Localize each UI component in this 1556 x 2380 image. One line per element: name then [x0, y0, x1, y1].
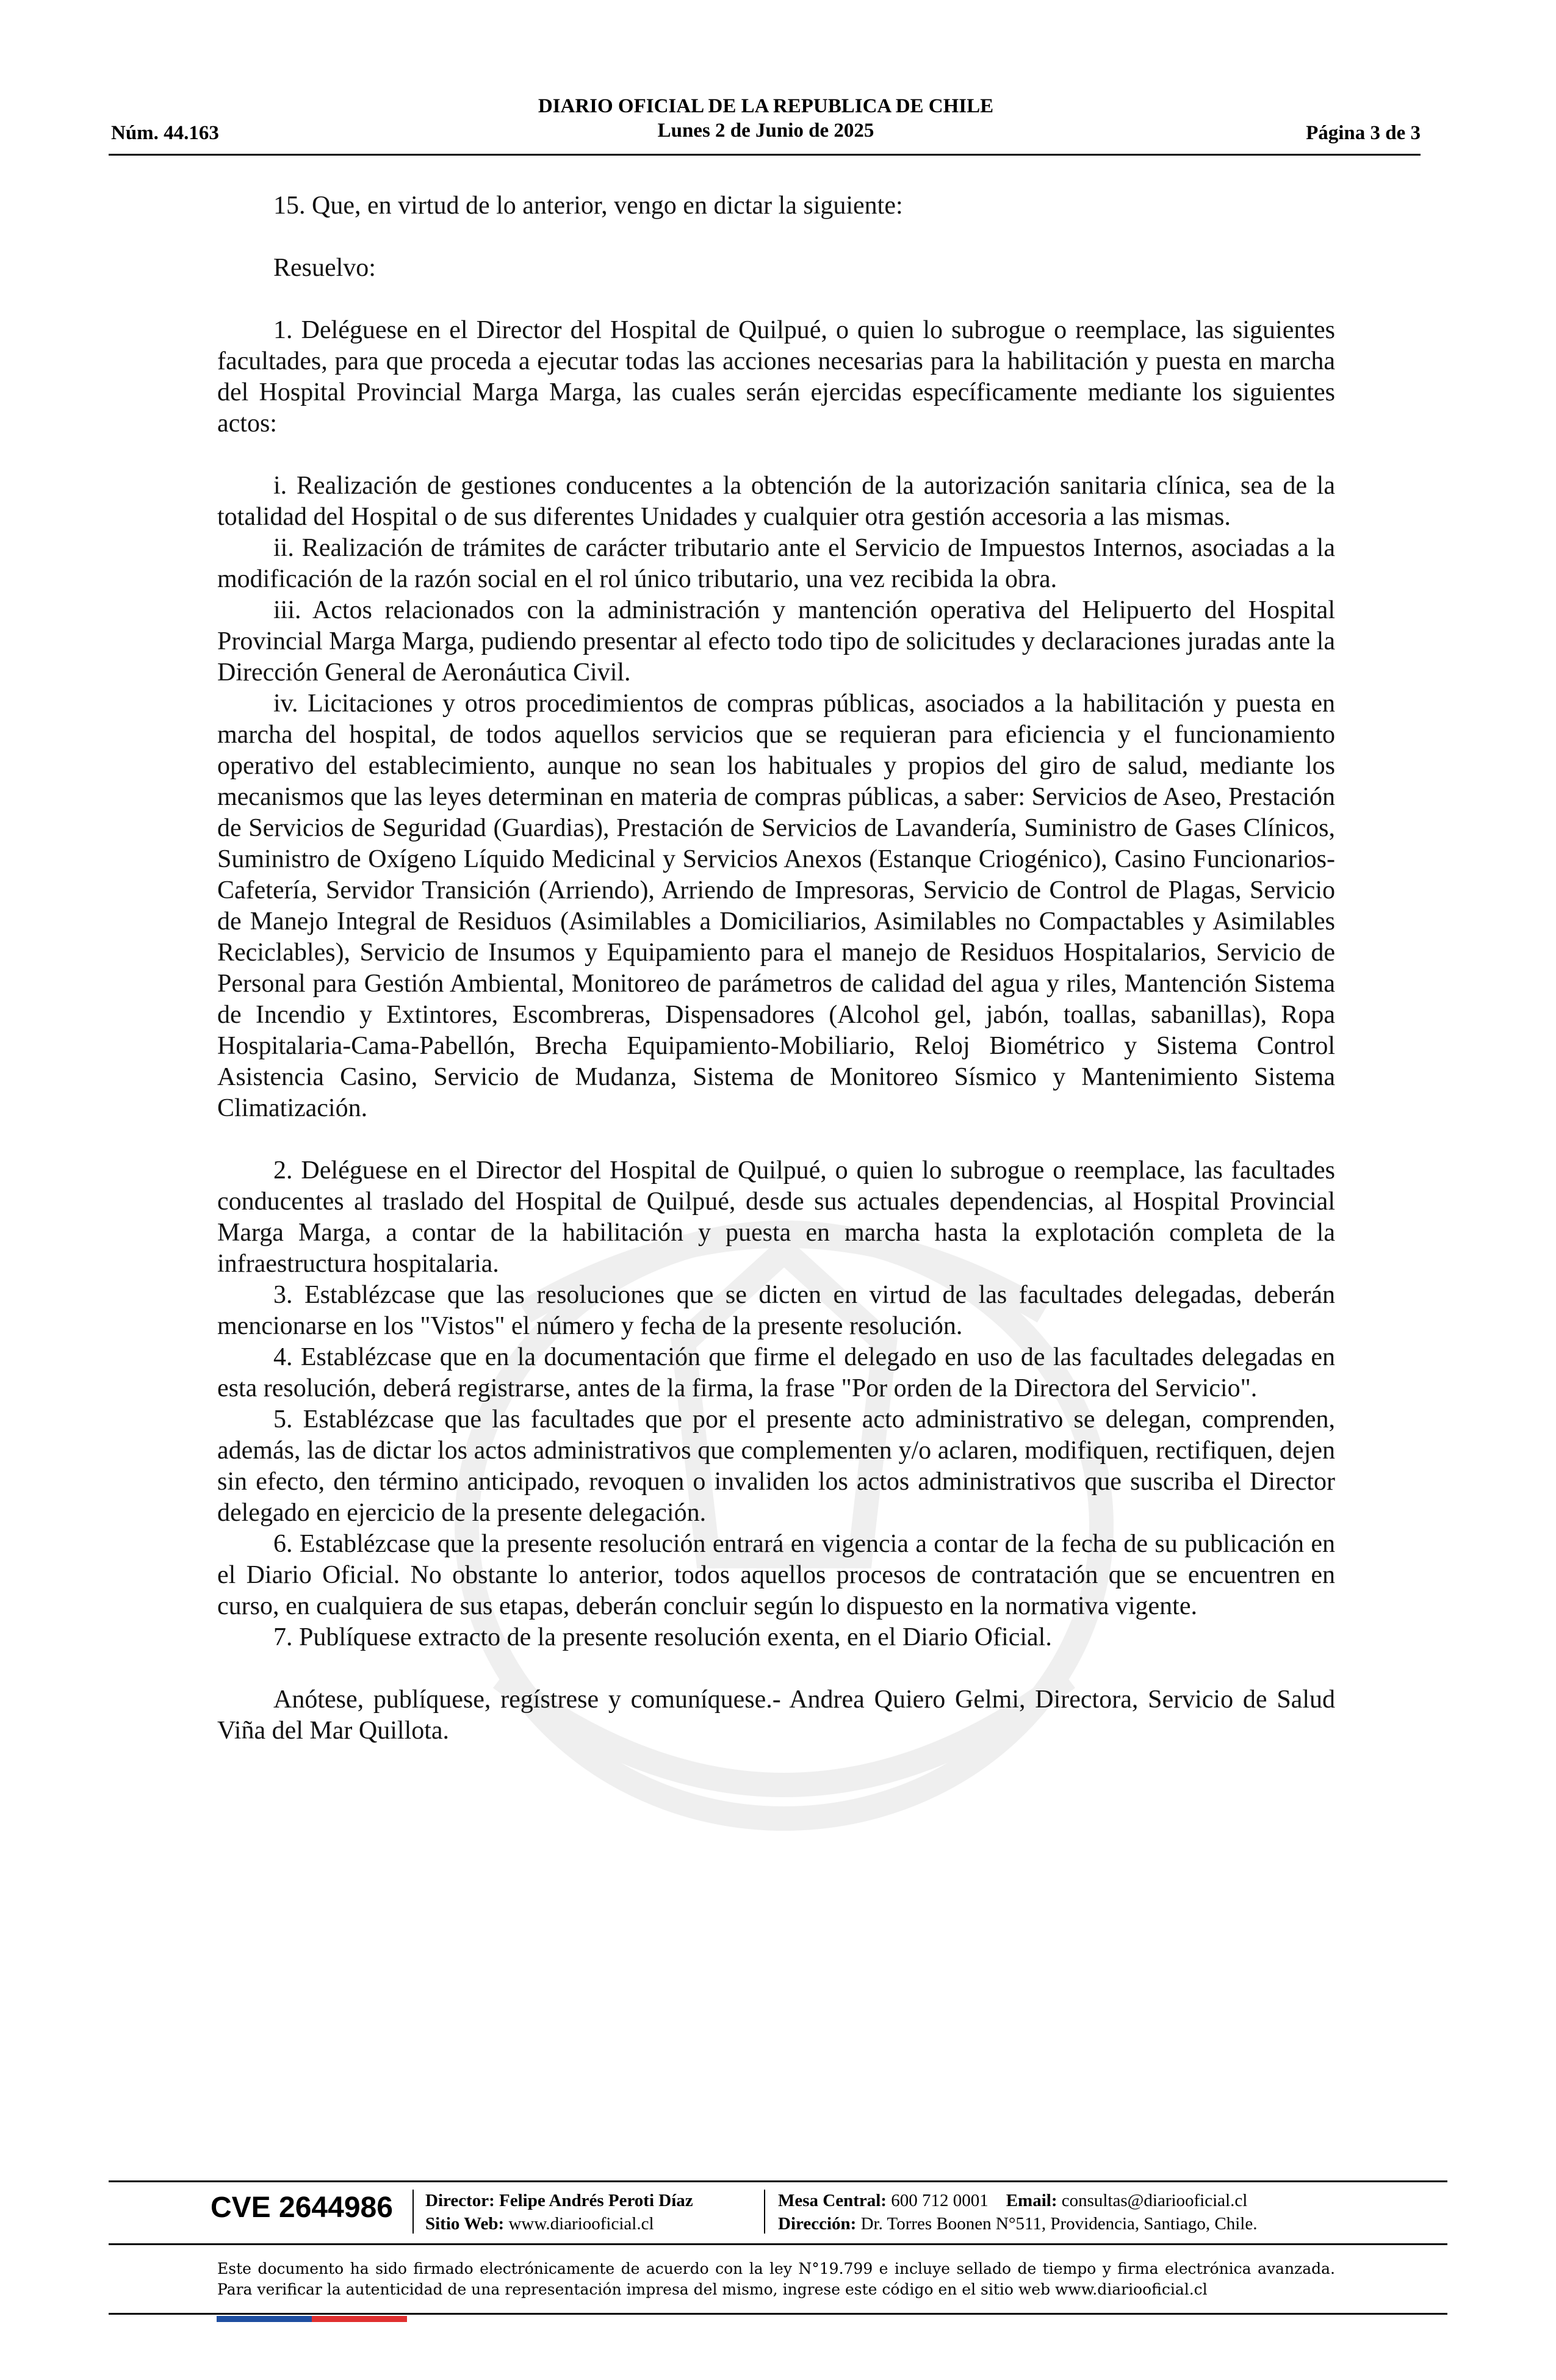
website-link[interactable]: www.diariooficial.cl: [508, 2214, 654, 2234]
paragraph: 6. Establézcase que la presente resolución entrará en vigencia a contar de la fecha de su publicación en el Diario Oficial. No obstante lo anterior, todos aquellos procesos de contratación que se encuentren en curso, en cualquiera de sus etapas, deberán concluir según lo dispuesto en la normativa vigente.: [217, 1530, 1335, 1620]
footer-divider-bottom: [109, 2313, 1447, 2315]
flag-blue-segment: [217, 2316, 312, 2322]
paragraph: 1. Deléguese en el Director del Hospital de Quilpué, o quien lo subrogue o reemplace, las siguientes facultades, para que proceda a ejecutar todas las acciones necesarias para la habilitación y puesta en marcha del Hospital Provincial Marga Marga, las cuales serán ejercidas específicamente mediante los siguientes actos:: [217, 316, 1335, 438]
issue-number: Núm. 44.163: [111, 122, 219, 144]
footer-separator: [764, 2190, 765, 2234]
phone-number: 600 712 0001: [891, 2191, 989, 2210]
flag-red-segment: [312, 2316, 407, 2322]
paragraph: iii. Actos relacionados con la administración y mantención operativa del Helipuerto del Hospital Provincial Marga Marga, pudiendo presentar al efecto todo tipo de solicitudes y declaraciones juradas ante la Dirección General de Aeronáutica Civil.: [217, 596, 1335, 687]
authenticity-note: Este documento ha sido firmado electrónicamente de acuerdo con la ley N°19.799 e incluye sellado de tiempo y firma electrónica avanzada. Para verificar la autenticidad de una representación impresa del mismo, ingrese este código en el sitio web www.diariooficial.cl: [217, 2260, 1335, 2298]
paragraph: Anótese, publíquese, regístrese y comuníquese.- Andrea Quiero Gelmi, Directora, Servicio de Salud Viña del Mar Quillota.: [217, 1686, 1335, 1745]
paragraph: ii. Realización de trámites de carácter tributario ante el Servicio de Impuestos Internos, asociadas a la modificación de la razón social en el rol único tributario, una vez recibida la obra.: [217, 534, 1335, 593]
paragraph: 7. Publíquese extracto de la presente resolución exenta, en el Diario Oficial.: [273, 1623, 1052, 1651]
paragraph: iv. Licitaciones y otros procedimientos de compras públicas, asociados a la habilitación y puesta en marcha del hospital, de todos aquellos servicios que se requieran para eficiencia y el funcionamiento operativo del establecimiento, aunque no sean los habituales y propios del giro de salud, mediante los mecanismos que las leyes determinan en materia de compras públicas, a saber: Servicios de Aseo, Prestación de Servicios de Seguridad (Guardias), Prestación de Servicios de Lavandería, Suministro de Gases Clínicos, Suministro de Oxígeno Líquido Medicinal y Servicios Anexos (Estanque Criogénico), Casino Funcionarios-Cafetería, Servidor Transición (Arriendo), Arriendo de Impresoras, Servicio de Control de Plagas, Servicio de Manejo Integral de Residuos (Asimilables a Domiciliarios, Asimilables no Compactables y Asimilables Reciclables), Servicio de Insumos y Equipamiento para el manejo de Residuos Hospitalarios, Servicio de Personal para Gestión Ambiental, Monitoreo de parámetros de calidad del agua y riles, Mantención Sistema de Incendio y Extintores, Escombreras, Dispensadores (Alcohol gel, jabón, toallas, sabanillas), Ropa Hospitalaria-Cama-Pabellón, Brecha Equipamiento-Mobiliario, Reloj Biométrico y Sistema Control Asistencia Casino, Servicio de Mudanza, Sistema de Monitoreo Sísmico y Mantenimiento Sistema Climatización.: [217, 690, 1335, 1122]
contact-info: Mesa Central: 600 712 0001 Email: consultas@diariooficial.cl Dirección: Dr. Torres Boonen N°511, Providencia, Santiago, Chile.: [778, 2191, 1258, 2234]
director-name: Felipe Andrés Peroti Díaz: [499, 2191, 693, 2210]
footer-divider-middle: [109, 2243, 1447, 2245]
cve-code: CVE 2644986: [211, 2191, 393, 2224]
page-number: Página 3 de 3: [1306, 122, 1421, 144]
document-body: [217, 190, 1335, 1747]
footer-divider-top: [109, 2180, 1447, 2182]
footer-separator: [412, 2190, 414, 2234]
publication-title: DIARIO OFICIAL DE LA REPUBLICA DE CHILE: [538, 95, 994, 117]
address: Dr. Torres Boonen N°511, Providencia, Santiago, Chile.: [860, 2214, 1258, 2234]
paragraph: 5. Establézcase que las facultades que por el presente acto administrativo se delegan, comprenden, además, las de dictar los actos administrativos que complementen y/o aclaren, modifiquen, rectifiquen, dejen sin efecto, den término anticipado, revoquen o invaliden los actos administrativos que suscriba el Director delegado en ejercicio de la presente delegación.: [217, 1405, 1335, 1527]
director-info: Director: Felipe Andrés Peroti Díaz Sitio Web: www.diariooficial.cl: [425, 2191, 693, 2234]
paragraph: 2. Deléguese en el Director del Hospital de Quilpué, o quien lo subrogue o reemplace, las facultades conducentes al traslado del Hospital de Quilpué, desde sus actuales dependencias, al Hospital Provincial Marga Marga, a contar de la habilitación y puesta en marcha hasta la explotación completa de la infraestructura hospitalaria.: [217, 1156, 1335, 1278]
chile-flag-stripe: [217, 2316, 407, 2322]
publication-date: Lunes 2 de Junio de 2025: [657, 120, 874, 142]
paragraph: 3. Establézcase que las resoluciones que se dicten en virtud de las facultades delegadas, deberán mencionarse en los "Vistos" el número y fecha de la presente resolución.: [217, 1281, 1335, 1340]
paragraph: 15. Que, en virtud de lo anterior, vengo en dictar la siguiente:: [273, 192, 903, 220]
email-link[interactable]: consultas@diariooficial.cl: [1061, 2191, 1248, 2210]
masthead: [0, 94, 1532, 143]
paragraph: i. Realización de gestiones conducentes a la obtención de la autorización sanitaria clínica, sea de la totalidad del Hospital o de sus diferentes Unidades y cualquier otra gestión accesoria a las mismas.: [217, 472, 1335, 531]
paragraph: Resuelvo:: [273, 254, 376, 282]
paragraph: 4. Establézcase que en la documentación que firme el delegado en uso de las facultades delegadas en esta resolución, deberá registrarse, antes de la firma, la frase "Por orden de la Directora del Servicio".: [217, 1343, 1335, 1402]
header-divider: [109, 154, 1421, 156]
